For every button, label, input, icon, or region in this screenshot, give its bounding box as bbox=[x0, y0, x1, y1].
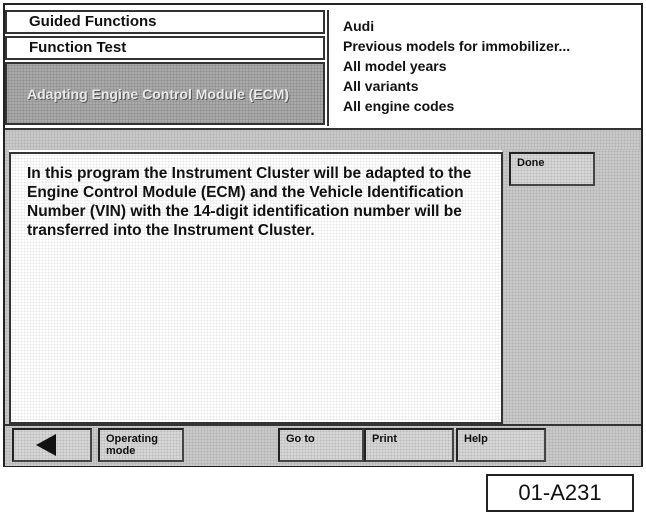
message-panel bbox=[9, 152, 503, 424]
go-to-button[interactable]: Go to bbox=[278, 428, 364, 462]
module-title: Adapting Engine Control Module (ECM) bbox=[27, 86, 290, 102]
vehicle-variants: All variants bbox=[343, 78, 419, 94]
help-button[interactable]: Help bbox=[456, 428, 546, 462]
operating-mode-button[interactable]: Operating mode bbox=[98, 428, 184, 462]
separator-strip bbox=[5, 128, 641, 150]
message-text: In this program the Instrument Cluster will be adapted to the Engine Control Module (ECM) and the Vehicle Identification Number (VIN) with the 14-digit identification number will be transferred into the Instrument Cluster. bbox=[27, 165, 472, 239]
vehicle-years: All model years bbox=[343, 58, 447, 74]
vehicle-info-panel bbox=[327, 10, 641, 126]
done-button[interactable]: Done bbox=[509, 152, 595, 186]
side-button-column bbox=[502, 150, 641, 424]
module-title-panel bbox=[5, 62, 325, 125]
vehicle-engine-codes: All engine codes bbox=[343, 98, 455, 114]
guided-functions-label: Guided Functions bbox=[5, 10, 325, 34]
function-test-label: Function Test bbox=[5, 36, 325, 60]
vehicle-models: Previous models for immobilizer... bbox=[343, 38, 571, 54]
vehicle-make: Audi bbox=[343, 18, 375, 34]
print-button[interactable]: Print bbox=[364, 428, 454, 462]
back-button[interactable] bbox=[12, 428, 92, 462]
figure-code: 01-A231 bbox=[486, 474, 634, 512]
arrow-left-icon bbox=[14, 430, 90, 460]
